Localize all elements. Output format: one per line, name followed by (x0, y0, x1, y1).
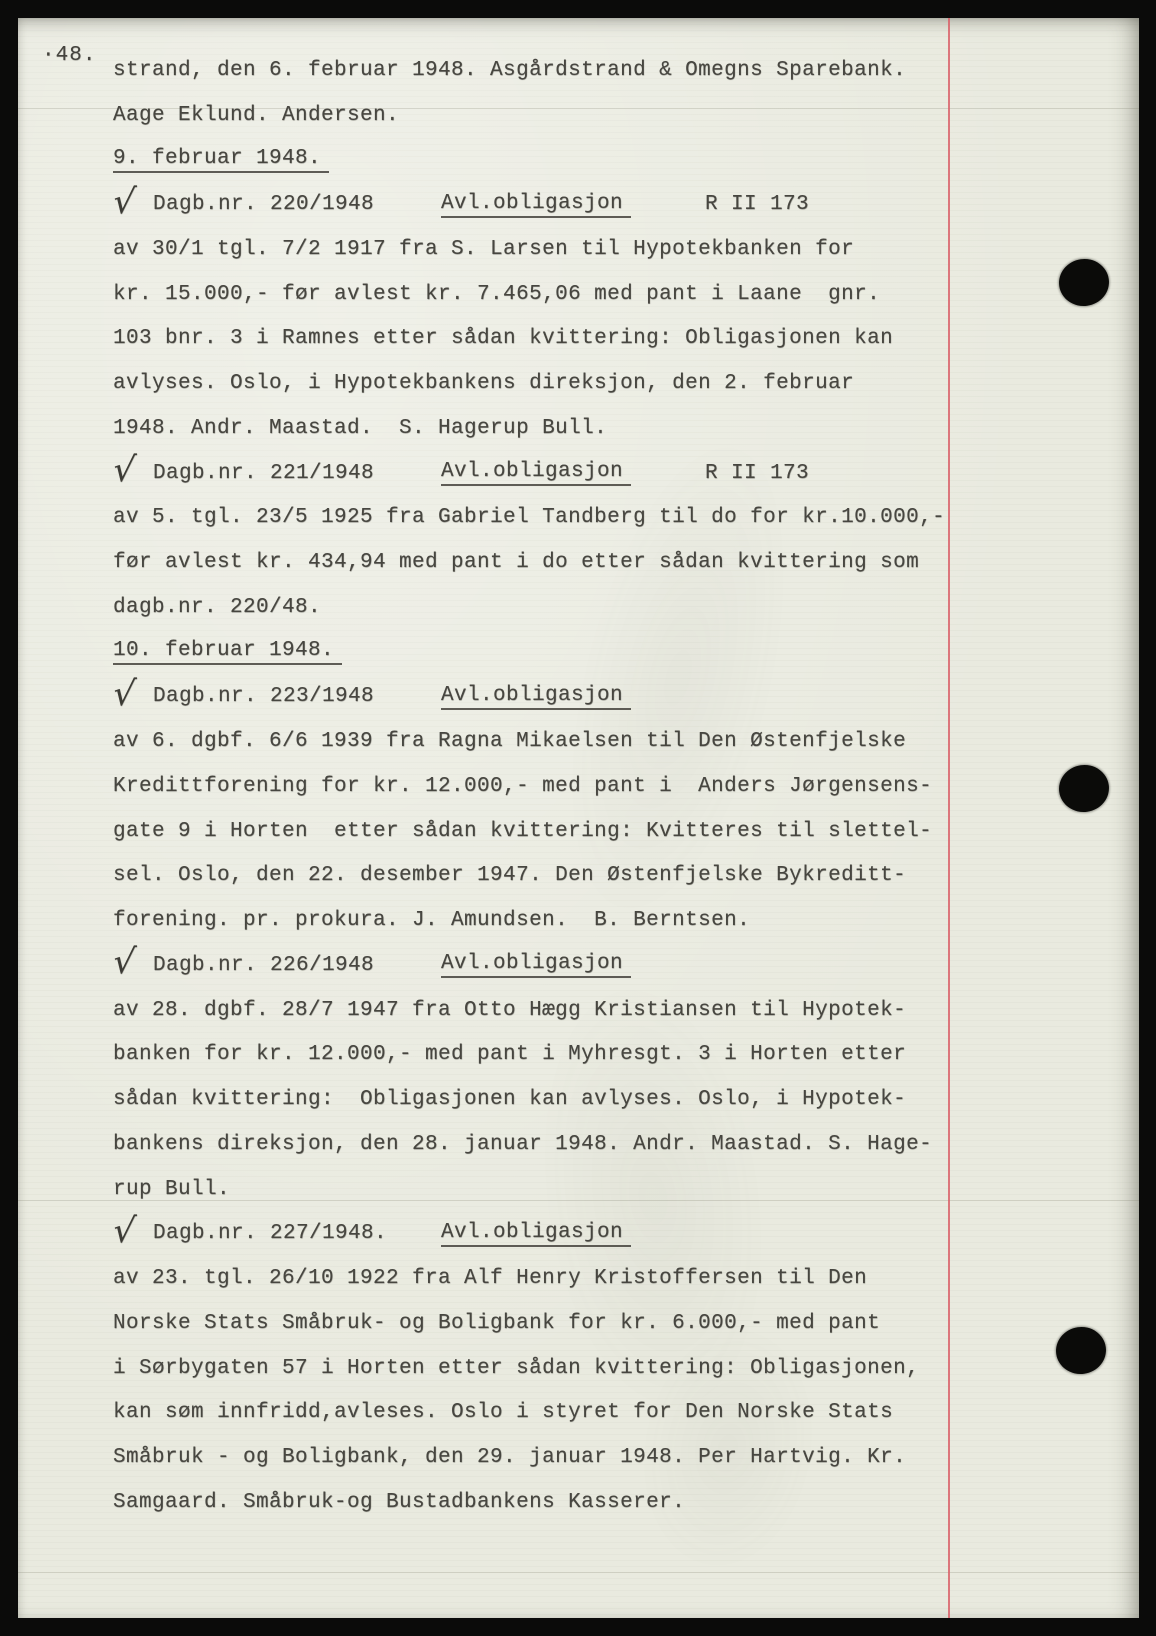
line-text: før avlest kr. 434,94 med pant i do etter sådan kvittering som (113, 551, 920, 575)
ledger-text-line (113, 1033, 1003, 1078)
entry-ref: R II 173 (705, 461, 810, 485)
line-text: dagb.nr. 220/48. (113, 595, 322, 619)
entry-doctype: Avl.obligasjon (441, 1221, 631, 1247)
line-text: kr. 15.000,- før avlest kr. 7.465,06 med pant i Laane gnr. (113, 282, 881, 306)
line-text: Småbruk - og Boligbank, den 29. januar 1948. Per Hartvig. Kr. (113, 1446, 907, 1470)
line-text: rup Bull. (113, 1177, 231, 1201)
line-text: avlyses. Oslo, i Hypotekbankens direksjon, den 2. februar (113, 372, 855, 396)
entry-number: Dagb.nr. 226/1948 (153, 953, 375, 977)
entry-doctype: Avl.obligasjon (441, 192, 631, 218)
entry-doctype: Avl.obligasjon (441, 952, 631, 978)
ledger-text-line (113, 1391, 1003, 1436)
scan-border-left (0, 0, 18, 1636)
checkmark-icon: √ (110, 181, 138, 222)
line-text: 103 bnr. 3 i Ramnes etter sådan kvittering: Obligasjonen kan (113, 327, 894, 351)
ledger-text-line (113, 93, 1003, 138)
entry-number: Dagb.nr. 221/1948 (153, 461, 375, 485)
line-text: Kredittforening for kr. 12.000,- med pant i Anders Jørgensens- (113, 774, 933, 798)
checkmark-icon: √ (110, 1210, 138, 1251)
entry-number: Dagb.nr. 220/1948 (153, 193, 375, 217)
line-text: Aage Eklund. Andersen. (113, 103, 400, 127)
entry-ref: R II 173 (705, 193, 810, 217)
ledger-text-line (113, 317, 1003, 362)
date-heading-text: 10. februar 1948. (113, 639, 342, 665)
ledger-text-line (113, 48, 1003, 93)
scan-streak (18, 1572, 1139, 1573)
entry-header-line (110, 181, 1003, 227)
checkmark-icon: √ (110, 450, 138, 491)
entry-header-line (110, 942, 1003, 988)
ledger-text-line (113, 496, 1003, 541)
date-heading-text: 9. februar 1948. (113, 147, 329, 173)
line-text: av 6. dgbf. 6/6 1939 fra Ragna Mikaelsen til Den Østenfjelske (113, 730, 907, 754)
line-text: gate 9 i Horten etter sådan kvittering: Kvitteres til slettel- (113, 819, 933, 843)
ledger-text-line (113, 227, 1003, 272)
ledger-text-line (113, 854, 1003, 899)
punch-hole (1056, 256, 1112, 310)
ledger-text-line (113, 898, 1003, 943)
line-text: 1948. Andr. Maastad. S. Hagerup Bull. (113, 416, 608, 440)
entry-number: Dagb.nr. 223/1948 (153, 685, 375, 709)
ledger-text-line (113, 719, 1003, 764)
ledger-text-line (113, 406, 1003, 451)
ledger-text-line (113, 809, 1003, 854)
line-text: kan søm innfridd,avleses. Oslo i styret for Den Norske Stats (113, 1401, 894, 1425)
punch-hole (1056, 762, 1112, 816)
entry-header-line (110, 1210, 1003, 1257)
page-number-value: 48. (55, 44, 97, 67)
ledger-text-line (113, 1480, 1003, 1525)
punch-hole (1053, 1324, 1109, 1378)
entry-doctype: Avl.obligasjon (441, 684, 631, 710)
entry-header-line (110, 450, 1003, 496)
ledger-text-line (113, 1301, 1003, 1346)
line-text: av 28. dgbf. 28/7 1947 fra Otto Hægg Kristiansen til Hypotek- (113, 998, 907, 1022)
ledger-text-line (113, 1122, 1003, 1167)
ledger-text-line (113, 1346, 1003, 1391)
line-text: av 23. tgl. 26/10 1922 fra Alf Henry Kristoffersen til Den (113, 1267, 868, 1291)
ledger-text-line (113, 540, 1003, 585)
entry-doctype: Avl.obligasjon (441, 460, 631, 486)
ledger-text-block (110, 48, 1003, 1525)
line-text: bankens direksjon, den 28. januar 1948. Andr. Maastad. S. Hage- (113, 1132, 933, 1156)
line-text: Samgaard. Småbruk-og Bustadbankens Kasserer. (113, 1490, 686, 1514)
line-text: Norske Stats Småbruk- og Boligbank for kr. 6.000,- med pant (113, 1311, 881, 1335)
scan-border-right (1139, 0, 1156, 1636)
ledger-text-line (113, 272, 1003, 317)
line-text: sel. Oslo, den 22. desember 1947. Den Østenfjelske Bykreditt- (113, 864, 907, 888)
checkmark-icon: √ (110, 673, 138, 714)
entry-header-line (110, 673, 1003, 720)
line-text: banken for kr. 12.000,- med pant i Myhresgt. 3 i Horten etter (113, 1043, 907, 1067)
ledger-text-line (113, 1435, 1003, 1480)
line-text: av 30/1 tgl. 7/2 1917 fra S. Larsen til Hypotekbanken for (113, 237, 855, 261)
date-heading (113, 630, 1003, 675)
checkmark-icon: √ (110, 942, 138, 983)
ledger-text-line (113, 1167, 1003, 1212)
ledger-page (18, 18, 1139, 1618)
page-number (42, 44, 96, 67)
ledger-text-line (113, 585, 1003, 630)
date-heading (113, 138, 1003, 183)
ledger-text-line (113, 988, 1003, 1033)
line-text: i Sørbygaten 57 i Horten etter sådan kvittering: Obligasjonen, (113, 1356, 920, 1380)
scan-border-bottom (0, 1618, 1156, 1636)
line-text: sådan kvittering: Obligasjonen kan avlyses. Oslo, i Hypotek- (113, 1088, 907, 1112)
line-text: av 5. tgl. 23/5 1925 fra Gabriel Tandberg til do for kr.10.000,- (113, 506, 946, 530)
page-number-mark: · (42, 44, 56, 67)
ledger-text-line (113, 764, 1003, 809)
line-text: forening. pr. prokura. J. Amundsen. B. Berntsen. (113, 909, 751, 933)
entry-number: Dagb.nr. 227/1948. (153, 1222, 388, 1246)
ledger-text-line (113, 361, 1003, 406)
scan-border-top (0, 0, 1156, 18)
ledger-text-line (113, 1077, 1003, 1122)
ledger-text-line (113, 1256, 1003, 1301)
line-text: strand, den 6. februar 1948. Asgårdstrand & Omegns Sparebank. (113, 58, 907, 82)
